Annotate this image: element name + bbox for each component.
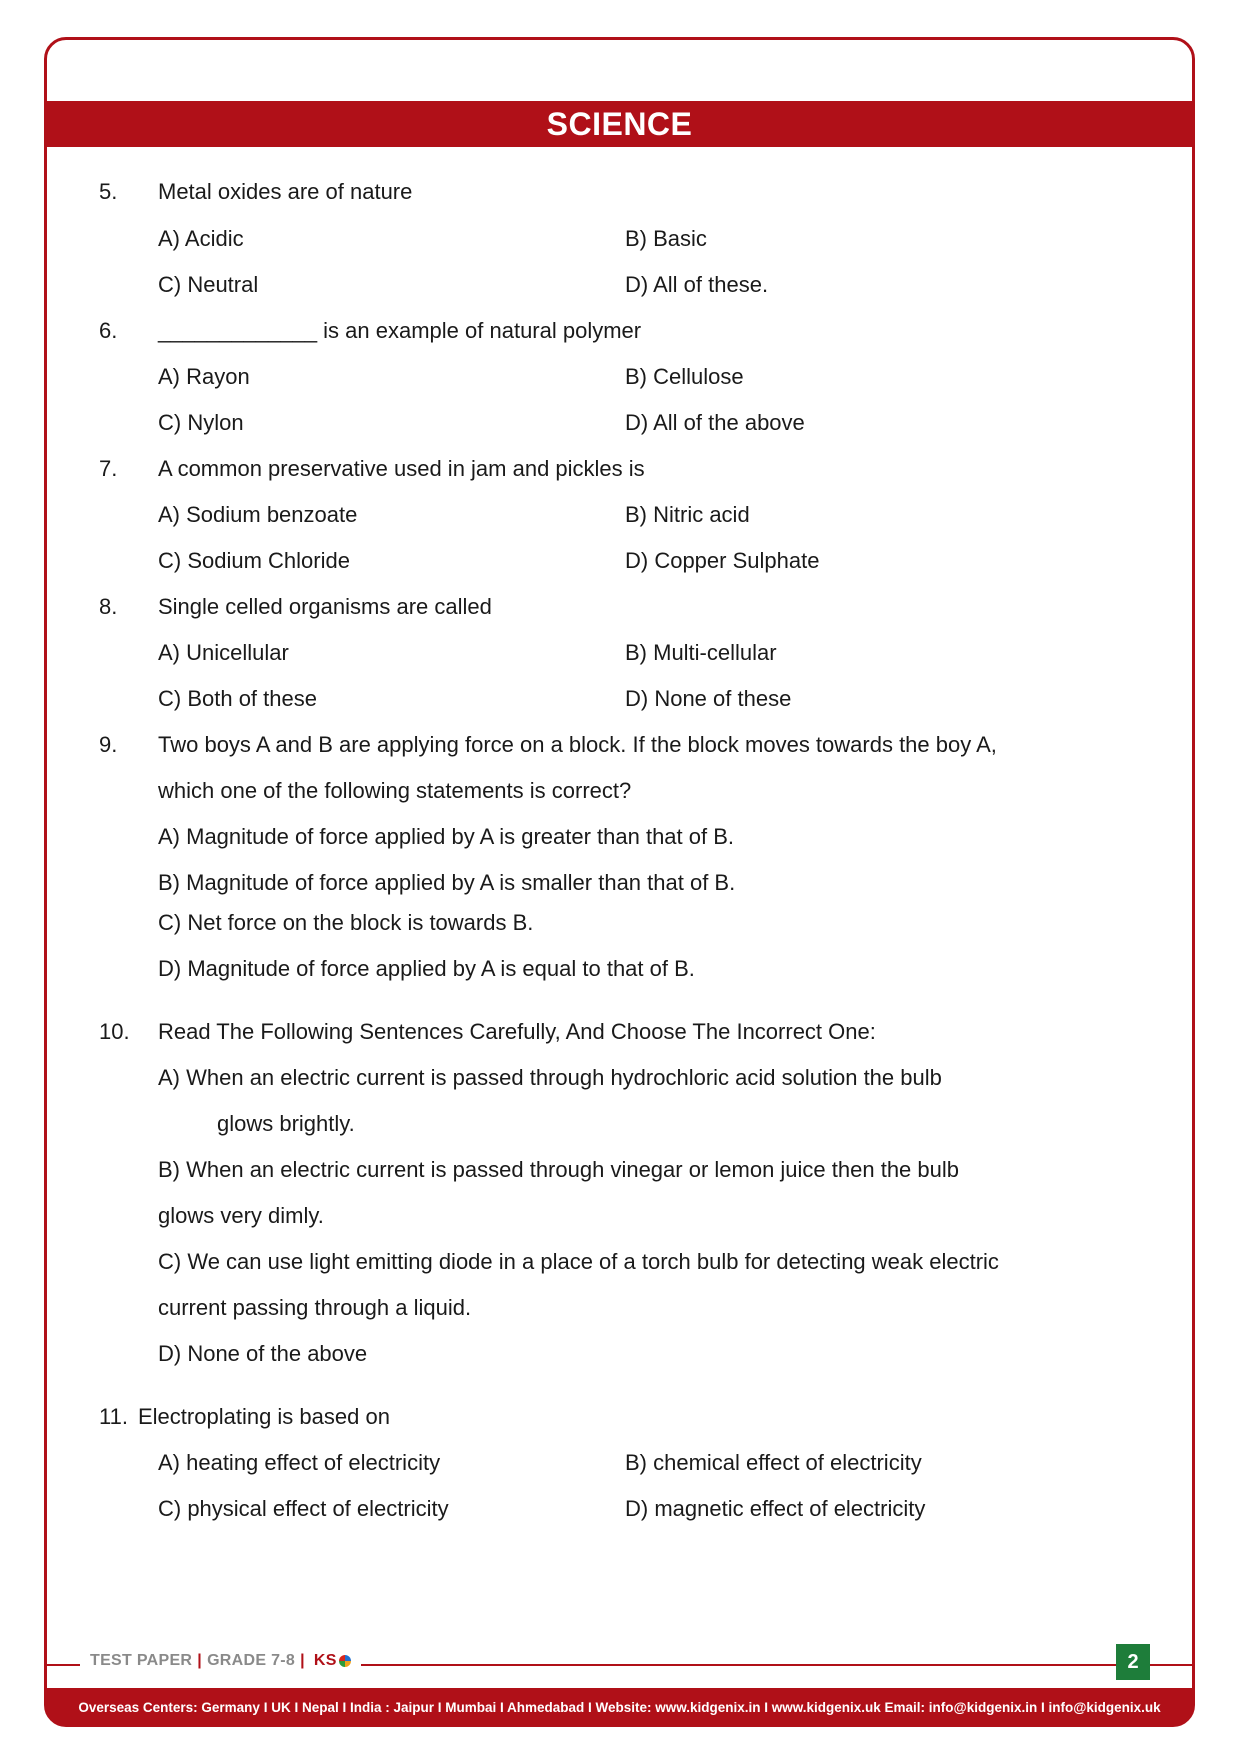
option-c: C) Sodium Chloride: [158, 548, 350, 573]
option-c: C) physical effect of electricity: [158, 1496, 449, 1521]
question-number: 11.: [99, 1404, 128, 1429]
question-text-line-2: which one of the following statements is correct?: [158, 778, 632, 803]
option-c-line-1: C) We can use light emitting diode in a place of a torch bulb for detecting weak electric: [158, 1249, 999, 1274]
grade-label: GRADE 7-8: [207, 1652, 296, 1669]
option-a: A) Rayon: [158, 364, 250, 389]
logo-globe-icon: [339, 1655, 351, 1667]
question-number: 5.: [99, 179, 118, 204]
option-c: C) Both of these: [158, 686, 317, 711]
option-a: A) Magnitude of force applied by A is greater than that of B.: [158, 824, 735, 849]
option-c: C) Net force on the block is towards B.: [158, 910, 534, 935]
option-b-line-2: glows very dimly.: [158, 1203, 324, 1228]
page-number-badge: 2: [1116, 1644, 1150, 1680]
footer-separator: |: [300, 1652, 305, 1669]
option-d: D) None of these: [625, 686, 792, 711]
question-text: Read The Following Sentences Carefully, And Choose The Incorrect One:: [158, 1019, 876, 1044]
question-number: 7.: [99, 456, 118, 481]
option-b: B) Basic: [625, 226, 707, 251]
question-number: 9.: [99, 732, 118, 757]
question-number: 10.: [99, 1019, 130, 1044]
question-text: _____________ is an example of natural polymer: [158, 318, 642, 343]
option-b: B) Cellulose: [625, 364, 744, 389]
question-text-line-1: Two boys A and B are applying force on a block. If the block moves towards the boy A,: [158, 732, 997, 757]
question-number: 6.: [99, 318, 118, 343]
option-d: D) Magnitude of force applied by A is equal to that of B.: [158, 956, 695, 981]
option-d: D) All of these.: [625, 272, 769, 297]
option-b: B) Multi-cellular: [625, 640, 777, 665]
footer-label: [80, 1652, 361, 1670]
option-a: A) Sodium benzoate: [158, 502, 358, 527]
option-c-line-2: current passing through a liquid.: [158, 1295, 472, 1320]
contact-bar: Overseas Centers: Germany I UK I Nepal I India : Jaipur I Mumbai I Ahmedabad I Website: www.kidgenix.in I www.kidgenix.uk Email: info@kidgenix.in I info@kidgenix.uk: [46, 1688, 1193, 1726]
option-d: D) All of the above: [625, 410, 805, 435]
subject-banner: SCIENCE: [46, 101, 1193, 147]
test-paper-label: TEST PAPER: [90, 1652, 193, 1669]
option-a: A) Unicellular: [158, 640, 289, 665]
option-a-line-1: A) When an electric current is passed through hydrochloric acid solution the bulb: [158, 1065, 942, 1090]
question-number: 8.: [99, 594, 118, 619]
question-text: Single celled organisms are called: [158, 594, 492, 619]
logo-text: KS: [313, 1652, 337, 1669]
question-text: A common preservative used in jam and pickles is: [158, 456, 645, 481]
option-c: C) Nylon: [158, 410, 244, 435]
option-c: C) Neutral: [158, 272, 259, 297]
option-b-line-1: B) When an electric current is passed through vinegar or lemon juice then the bulb: [158, 1157, 959, 1182]
option-a: A) Acidic: [158, 226, 244, 251]
option-d: D) magnetic effect of electricity: [625, 1496, 926, 1521]
question-text: Electroplating is based on: [138, 1404, 390, 1429]
option-b: B) Magnitude of force applied by A is smaller than that of B.: [158, 870, 736, 895]
option-a: A) heating effect of electricity: [158, 1450, 441, 1475]
question-text: Metal oxides are of nature: [158, 179, 413, 204]
option-b: B) chemical effect of electricity: [625, 1450, 922, 1475]
option-d: D) None of the above: [158, 1341, 368, 1366]
option-d: D) Copper Sulphate: [625, 548, 820, 573]
option-b: B) Nitric acid: [625, 502, 750, 527]
option-a-line-2: glows brightly.: [217, 1111, 355, 1136]
footer-separator: |: [197, 1652, 203, 1669]
